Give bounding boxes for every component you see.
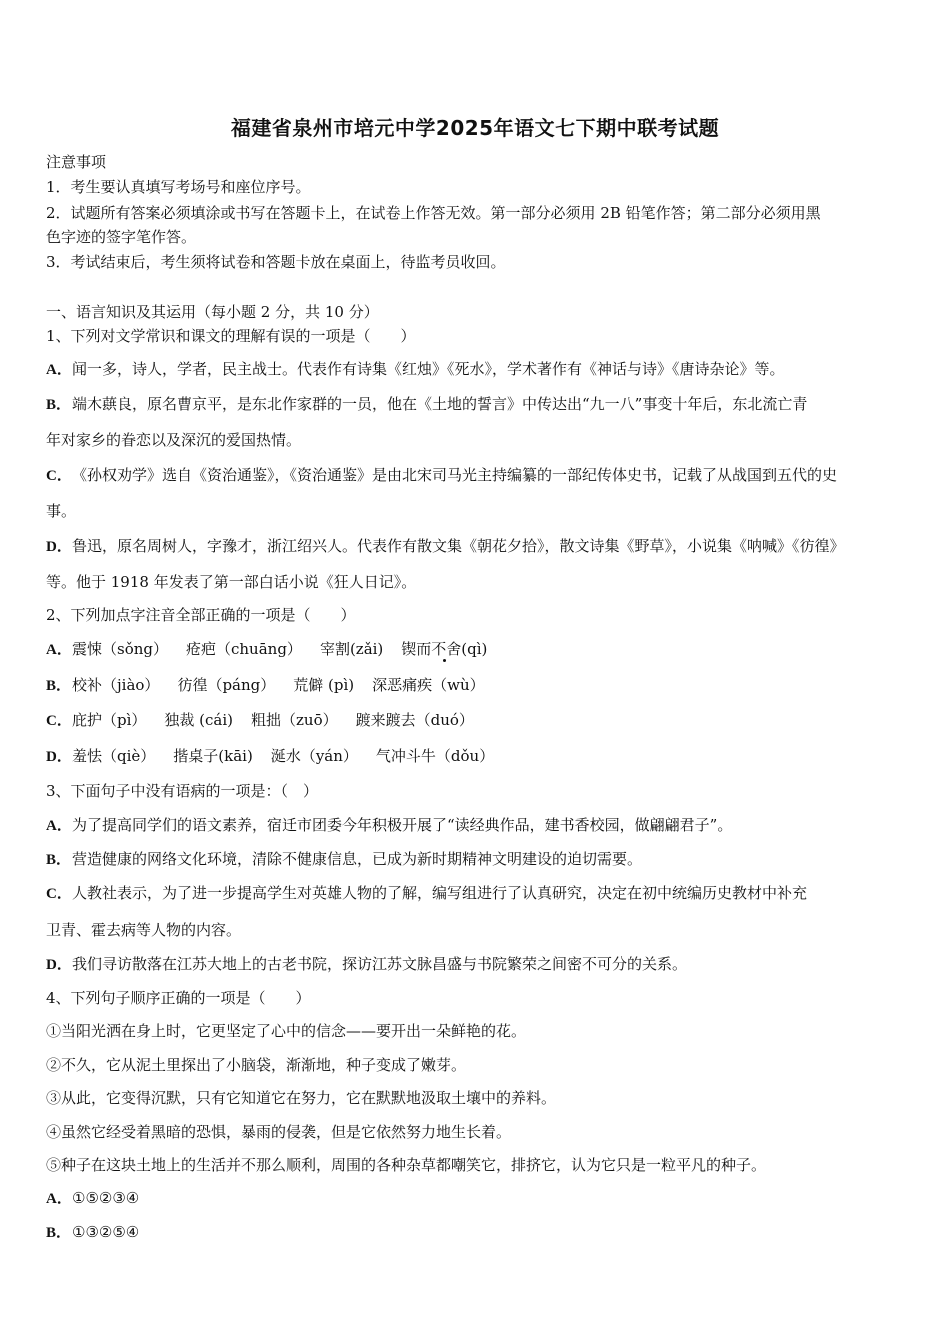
option-label: B． [46, 852, 72, 868]
question-1-option-b [46, 393, 908, 416]
question-3-stem: 3、下面句子中没有语病的一项是：（ ） [46, 782, 319, 800]
notice-item: 色字迹的签字笔作答。 [46, 228, 197, 246]
question-4-sentence: ①当阳光洒在身上时，它更坚定了心中的信念——要开出一朵鲜艳的花。 [46, 1022, 527, 1040]
section-heading: 一、语言知识及其运用（每小题 2 分，共 10 分） [46, 303, 379, 321]
notice-item: 3．考试结束后，考生须将试卷和答题卡放在桌面上，待监考员收回。 [46, 253, 506, 271]
option-text: 营造健康的网络文化环境，清除不健康信息，已成为新时期精神文明建设的迫切需要。 [72, 850, 643, 868]
option-text: 为了提高同学们的语文素养，宿迁市团委今年积极开展了“读经典作品，建书香校园，做翩翩君子”。 [72, 816, 733, 834]
question-1-option-c [46, 464, 908, 487]
question-4-option-a [46, 1187, 908, 1210]
question-2-option-b [46, 674, 908, 697]
question-4-sentence: ④虽然它经受着黑暗的恐惧，暴雨的侵袭，但是它依然努力地生长着。 [46, 1123, 512, 1141]
option-text: 闻一多，诗人，学者，民主战士。代表作有诗集《红烛》《死水》，学术著作有《神话与诗》《唐诗杂论》等。 [72, 360, 785, 378]
question-1-option-d [46, 535, 908, 558]
option-label: D． [46, 957, 72, 973]
question-3-option-d [46, 953, 908, 976]
option-word: 踱来踱去（duó） [355, 711, 474, 729]
option-label: D． [46, 749, 72, 765]
option-label: C． [46, 886, 72, 902]
question-1-option-b-cont: 年对家乡的眷恋以及深沉的爱国热情。 [46, 431, 302, 449]
question-1-option-d-cont: 等。他于 1918 年发表了第一部白话小说《狂人日记》。 [46, 573, 417, 591]
option-word: 疮疤（chuāng） [186, 640, 302, 658]
option-word: 宰割(zǎi) [319, 640, 384, 658]
option-word: 校补（jiào） [72, 676, 160, 694]
option-label: C． [46, 713, 72, 729]
question-4-sentence: ③从此，它变得沉默，只有它知道它在努力，它在默默地汲取土壤中的养料。 [46, 1089, 557, 1107]
question-1-option-a [46, 358, 908, 381]
question-2-option-c [46, 709, 908, 732]
option-word: 揩桌子(kāi) [173, 747, 253, 765]
option-label: B． [46, 678, 72, 694]
notice-item: 2．试题所有答案必须填涂或书写在答题卡上，在试卷上作答无效。第一部分必须用 2B 铅笔作答；第二部分必须用黑 [46, 204, 821, 222]
question-2-option-a [46, 638, 908, 661]
question-4-option-b [46, 1221, 908, 1244]
question-1-stem: 1、下列对文学常识和课文的理解有误的一项是（ ） [46, 327, 416, 345]
page-title: 福建省泉州市培元中学2025年语文七下期中联考试题 [230, 116, 720, 140]
option-label: C． [46, 468, 72, 484]
question-1-option-c-cont: 事。 [46, 502, 77, 520]
option-label: A． [46, 362, 72, 378]
option-text: 鲁迅，原名周树人，字豫才，浙江绍兴人。代表作有散文集《朝花夕拾》，散文诗集《野草》，小说集《呐喊》《彷徨》 [72, 537, 845, 555]
option-label: B． [46, 397, 72, 413]
option-label: B． [46, 1225, 72, 1241]
option-text: ①⑤②③④ [72, 1189, 140, 1207]
question-2-option-d [46, 745, 908, 768]
option-text: 我们寻访散落在江苏大地上的古老书院，探访江苏文脉昌盛与书院繁荣之间密不可分的关系。 [72, 955, 688, 973]
option-label: A． [46, 1191, 72, 1207]
option-label: A． [46, 818, 72, 834]
question-3-option-c [46, 882, 908, 905]
notice-heading: 注意事项 [46, 153, 107, 171]
option-word: 锲而不舍(qì) [401, 640, 488, 658]
question-3-option-b [46, 848, 908, 871]
question-4-sentence: ②不久，它从泥土里探出了小脑袋，渐渐地，种子变成了嫩芽。 [46, 1056, 467, 1074]
option-word: 气冲斗牛（dǒu） [375, 747, 495, 765]
notice-item: 1．考生要认真填写考场号和座位序号。 [46, 178, 311, 196]
question-3-option-a [46, 814, 908, 837]
option-word: 羞怯（qiè） [72, 747, 156, 765]
option-label: D． [46, 539, 72, 555]
question-4-stem: 4、下列句子顺序正确的一项是（ ） [46, 989, 311, 1007]
option-text: 《孙权劝学》选自《资治通鉴》，《资治通鉴》是由北宋司马光主持编纂的一部纪传体史书，记载了从战国到五代的史 [72, 466, 838, 484]
question-4-sentence: ⑤种子在这块土地上的生活并不那么顺利，周围的各种杂草都嘲笑它，排挤它，认为它只是一粒平凡的种子。 [46, 1156, 767, 1174]
question-3-option-c-cont: 卫青、霍去病等人物的内容。 [46, 921, 242, 939]
option-word: 庇护（pì） [72, 711, 147, 729]
option-word: 彷徨（páng） [177, 676, 276, 694]
option-word: 粗拙（zuō） [251, 711, 338, 729]
option-label: A． [46, 642, 72, 658]
option-text: 端木蕻良，原名曹京平，是东北作家群的一员，他在《土地的誓言》中传达出“九一八”事变十年后，东北流亡青 [72, 395, 808, 413]
option-text: ①③②⑤④ [72, 1223, 140, 1241]
question-2-stem: 2、下列加点字注音全部正确的一项是（ ） [46, 606, 356, 624]
option-text: 人教社表示，为了进一步提高学生对英雄人物的了解，编写组进行了认真研究，决定在初中统编历史教材中补充 [72, 884, 808, 902]
option-word: 深恶痛疾（wù） [372, 676, 485, 694]
option-word: 荒僻 (pì) [293, 676, 355, 694]
option-word: 震悚（sǒng） [72, 640, 168, 658]
option-word: 涎水（yán） [270, 747, 358, 765]
option-word: 独裁 (cái) [164, 711, 234, 729]
